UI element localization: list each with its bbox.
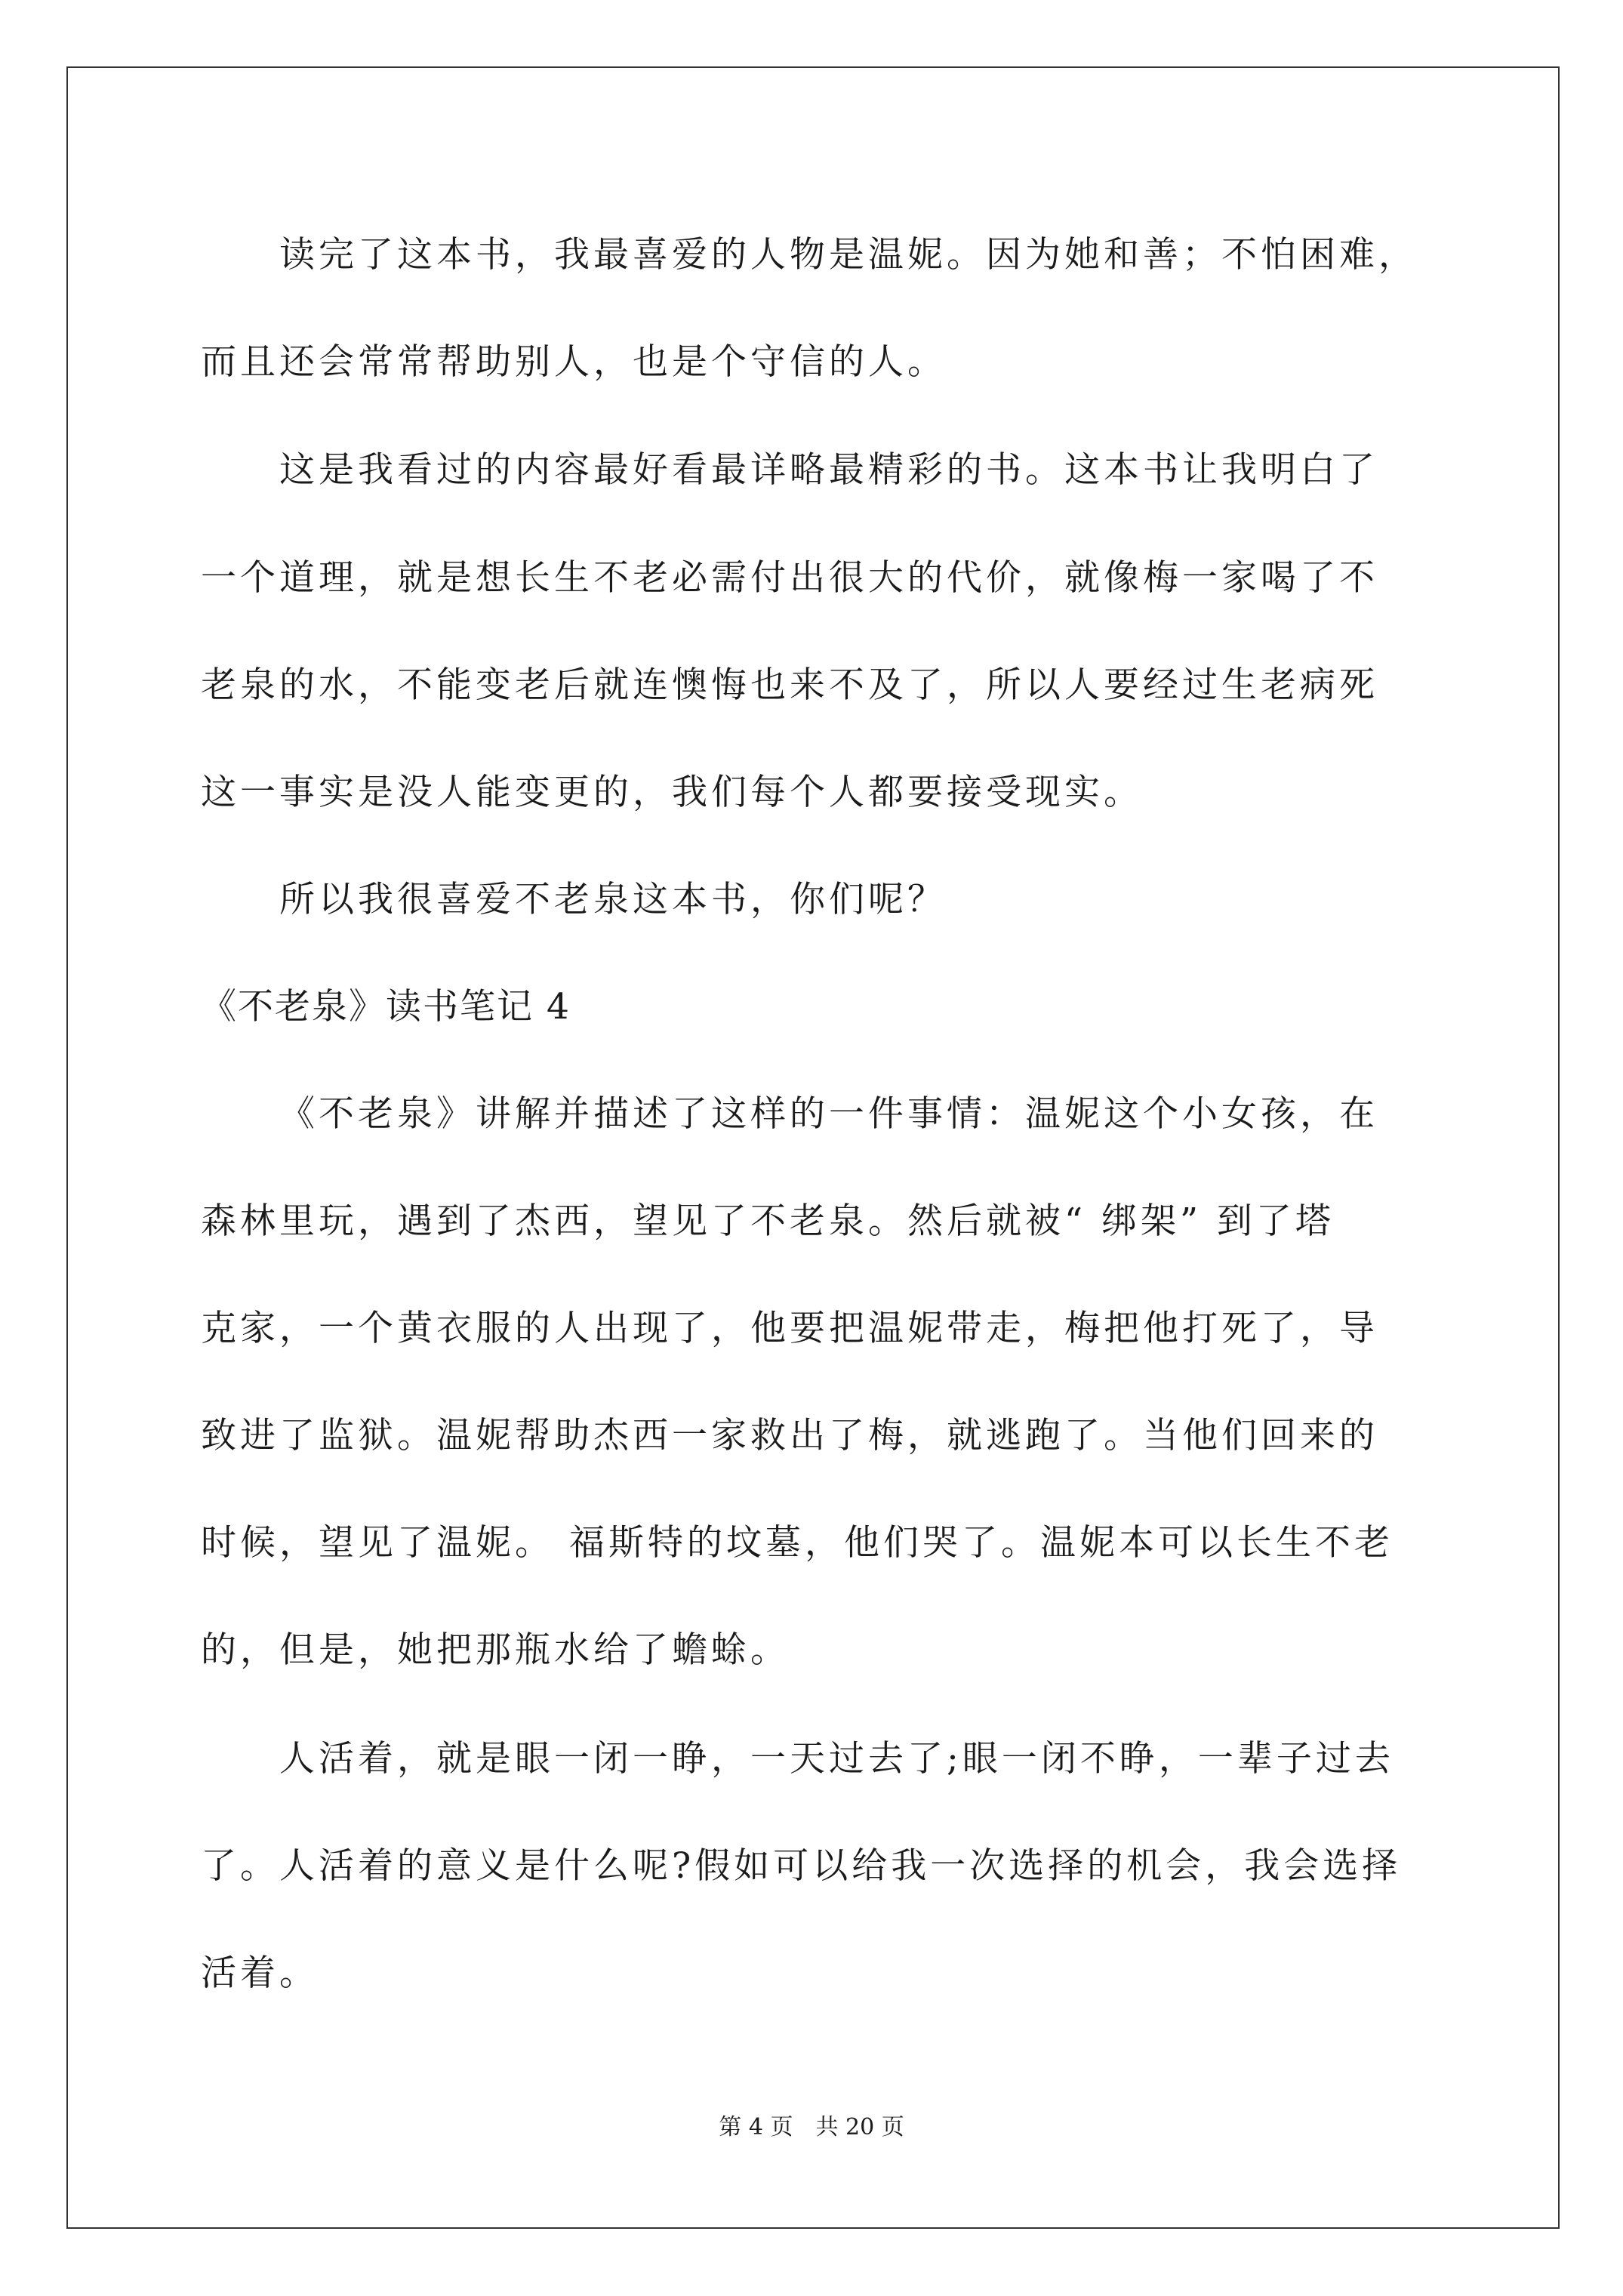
page-footer: 第 4 页 共 20 页	[719, 2114, 904, 2140]
paragraph-line: 致进了监狱。温妮帮助杰西一家救出了梅，就逃跑了。当他们回来的	[201, 1415, 1378, 1456]
paragraph-line: 而且还会常常帮助别人，也是个守信的人。	[201, 341, 947, 383]
paragraph-line: 克家，一个黄衣服的人出现了，他要把温妮带走，梅把他打死了，导	[201, 1308, 1378, 1349]
paragraph-line: 读完了这本书，我最喜爱的人物是温妮。因为她和善；不怕困难，	[279, 234, 1418, 276]
page-border	[66, 66, 1560, 2229]
paragraph-line: 老泉的水，不能变老后就连懊悔也来不及了，所以人要经过生老病死	[201, 664, 1378, 706]
paragraph-line: 活着。	[201, 1952, 319, 1994]
paragraph-line: 时候，望见了温妮。 福斯特的坟墓，他们哭了。温妮本可以长生不老	[201, 1522, 1394, 1564]
paragraph-line: 森林里玩，遇到了杰西，望见了不老泉。然后就被“ 绑架” 到了塔	[201, 1200, 1335, 1242]
paragraph-line: 了。人活着的意义是什么呢?假如可以给我一次选择的机会，我会选择	[201, 1845, 1402, 1887]
paragraph-line: 《不老泉》讲解并描述了这样的一件事情：温妮这个小女孩，在	[279, 1093, 1378, 1135]
paragraph-line: 所以我很喜爱不老泉这本书，你们呢？	[279, 879, 947, 920]
paragraph-line: 的，但是，她把那瓶水给了蟾蜍。	[201, 1629, 790, 1671]
section-heading: 《不老泉》读书笔记 4	[201, 986, 571, 1028]
paragraph-line: 一个道理，就是想长生不老必需付出很大的代价，就像梅一家喝了不	[201, 557, 1378, 599]
paragraph-line: 这一事实是没人能变更的，我们每个人都要接受现实。	[201, 772, 1143, 813]
paragraph-line: 这是我看过的内容最好看最详略最精彩的书。这本书让我明白了	[279, 449, 1378, 491]
paragraph-line: 人活着，就是眼一闭一睁，一天过去了;眼一闭不睁，一辈子过去	[279, 1738, 1394, 1780]
